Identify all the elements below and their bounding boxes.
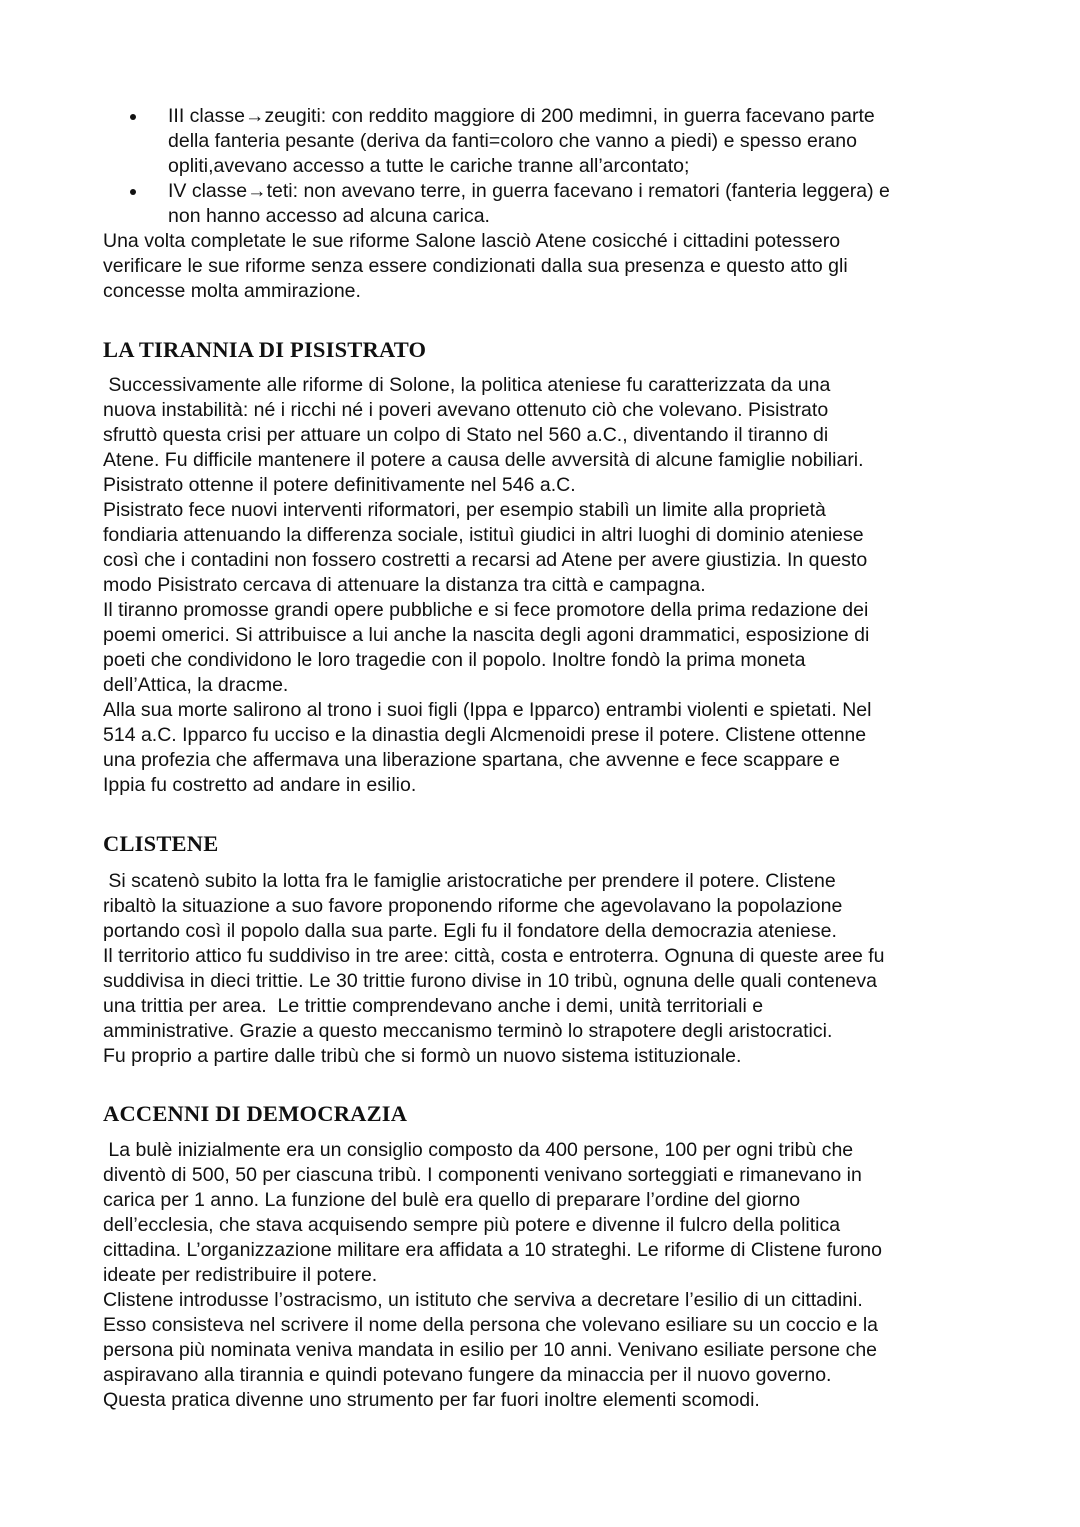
text-line: persona più nominata veniva mandata in esilio per 10 anni. Venivano esiliate persone che — [103, 1339, 878, 1361]
text-line: Questa pratica divenne uno strumento per far fuori inoltre elementi scomodi. — [103, 1389, 760, 1411]
text-line: Alla sua morte salirono al trono i suoi figli (Ippa e Ipparco) entrambi violenti e spietati. Nel — [103, 699, 872, 721]
text-line: opliti,avevano accesso a tutte le cariche tranne all’arcontato; — [168, 155, 690, 177]
text-line: 514 a.C. Ipparco fu ucciso e la dinastia degli Alcmenoidi prese il potere. Clistene ottenne — [103, 724, 867, 746]
text-line: IV classe→teti: non avevano terre, in guerra facevano i rematori (fanteria leggera) e — [168, 180, 890, 202]
text-line: Esso consisteva nel scrivere il nome della persona che volevano esiliare su un coccio e la — [103, 1314, 878, 1336]
text-line: poemi omerici. Si attribuisce a lui anche la nascita degli agoni drammatici, esposizione di — [103, 624, 870, 646]
text-line: Il territorio attico fu suddiviso in tre aree: città, costa e entroterra. Ognuna di queste aree fu — [103, 945, 885, 967]
text-line: Atene. Fu difficile mantenere il potere a causa delle avversità di alcune famiglie nobiliari. — [103, 449, 864, 471]
section-heading: CLISTENE — [103, 831, 219, 856]
bullet-icon — [130, 114, 136, 120]
list-item-text — [168, 104, 875, 179]
text-line: sfruttò questa crisi per attuare un colpo di Stato nel 560 a.C., diventando il tiranno di — [103, 424, 829, 446]
text-line: non hanno accesso ad alcuna carica. — [168, 205, 490, 227]
text-line: aspiravano alla tirannia e quindi potevano fungere da minaccia per il nuovo governo. — [103, 1364, 832, 1386]
text-line: portando così il popolo dalla sua parte. Egli fu il fondatore della democrazia ateniese. — [103, 920, 837, 942]
text-line: amministrative. Grazie a questo meccanismo terminò lo strapotere degli aristocratici. — [103, 1020, 833, 1042]
text-line: Una volta completate le sue riforme Salone lasciò Atene cosicché i cittadini potessero — [103, 230, 841, 252]
section-paragraph — [103, 869, 885, 1069]
text-line: suddivisa in dieci trittie. Le 30 trittie furono divise in 10 tribù, ognuna delle quali conteneva — [103, 970, 877, 992]
text-line: cittadina. L’organizzazione militare era affidata a 10 strateghi. Le riforme di Clistene furono — [103, 1239, 882, 1261]
text-line: poeti che condividono le loro tragedie con il popolo. Inoltre fondò la prima moneta — [103, 649, 806, 671]
text-line: dell’ecclesia, che stava acquisendo sempre più potere e divenne il fulcro della politica — [103, 1214, 841, 1236]
list-item-text — [168, 179, 890, 229]
text-line: Pisistrato fece nuovi interventi riformatori, per esempio stabilì un limite alla proprietà — [103, 499, 826, 521]
text-line: Successivamente alle riforme di Solone, la politica ateniese fu caratterizzata da una — [103, 374, 831, 396]
text-line: carica per 1 anno. La funzione del bulè era quello di preparare l’ordine del giorno — [103, 1189, 801, 1211]
section-paragraph — [103, 1138, 882, 1413]
text-line: una profezia che affermava una liberazione spartana, che avvenne e fece scappare e — [103, 749, 840, 771]
text-line: Clistene introdusse l’ostracismo, un istituto che serviva a decretare l’esilio di un cittadini. — [103, 1289, 863, 1311]
text-line: ribaltò la situazione a suo favore proponendo riforme che agevolavano la popolazione — [103, 895, 843, 917]
text-line: Si scatenò subito la lotta fra le famiglie aristocratiche per prendere il potere. Clistene — [103, 870, 836, 892]
text-line: III classe→zeugiti: con reddito maggiore di 200 medimni, in guerra facevano parte — [168, 105, 875, 127]
text-line: verificare le sue riforme senza essere condizionati dalla sua presenza e questo atto gli — [103, 255, 848, 277]
intro-paragraph — [103, 229, 848, 304]
text-line: modo Pisistrato cercava di attenuare la distanza tra città e campagna. — [103, 574, 706, 596]
text-line: concesse molta ammirazione. — [103, 280, 361, 302]
section-paragraph — [103, 373, 871, 798]
text-line: della fanteria pesante (deriva da fanti=coloro che vanno a piedi) e spesso erano — [168, 130, 857, 152]
text-line: dell’Attica, la dracme. — [103, 674, 289, 696]
section-heading: ACCENNI DI DEMOCRAZIA — [103, 1101, 408, 1126]
section-heading: LA TIRANNIA DI PISISTRATO — [103, 337, 427, 362]
text-line: nuova instabilità: né i ricchi né i poveri avevano ottenuto ciò che volevano. Pisistrato — [103, 399, 829, 421]
text-line: Pisistrato ottenne il potere definitivamente nel 546 a.C. — [103, 474, 576, 496]
text-line: ideate per redistribuire il potere. — [103, 1264, 378, 1286]
text-line: Il tiranno promosse grandi opere pubbliche e si fece promotore della prima redazione dei — [103, 599, 869, 621]
text-line: così che i contadini non fossero costretti a recarsi ad Atene per avere giustizia. In questo — [103, 549, 868, 571]
text-line: fondiaria attenuando la differenza sociale, istituì giudici in altri luoghi di dominio ateniese — [103, 524, 864, 546]
text-line: una trittia per area. Le trittie comprendevano anche i demi, unità territoriali e — [103, 995, 764, 1017]
text-line: Ippia fu costretto ad andare in esilio. — [103, 774, 417, 796]
text-line: Fu proprio a partire dalle tribù che si formò un nuovo sistema istituzionale. — [103, 1045, 742, 1067]
bullet-icon — [130, 189, 136, 195]
text-line: La bulè inizialmente era un consiglio composto da 400 persone, 100 per ogni tribù che — [103, 1139, 854, 1161]
text-line: diventò di 500, 50 per ciascuna tribù. I componenti venivano sorteggiati e rimanevano in — [103, 1164, 862, 1186]
